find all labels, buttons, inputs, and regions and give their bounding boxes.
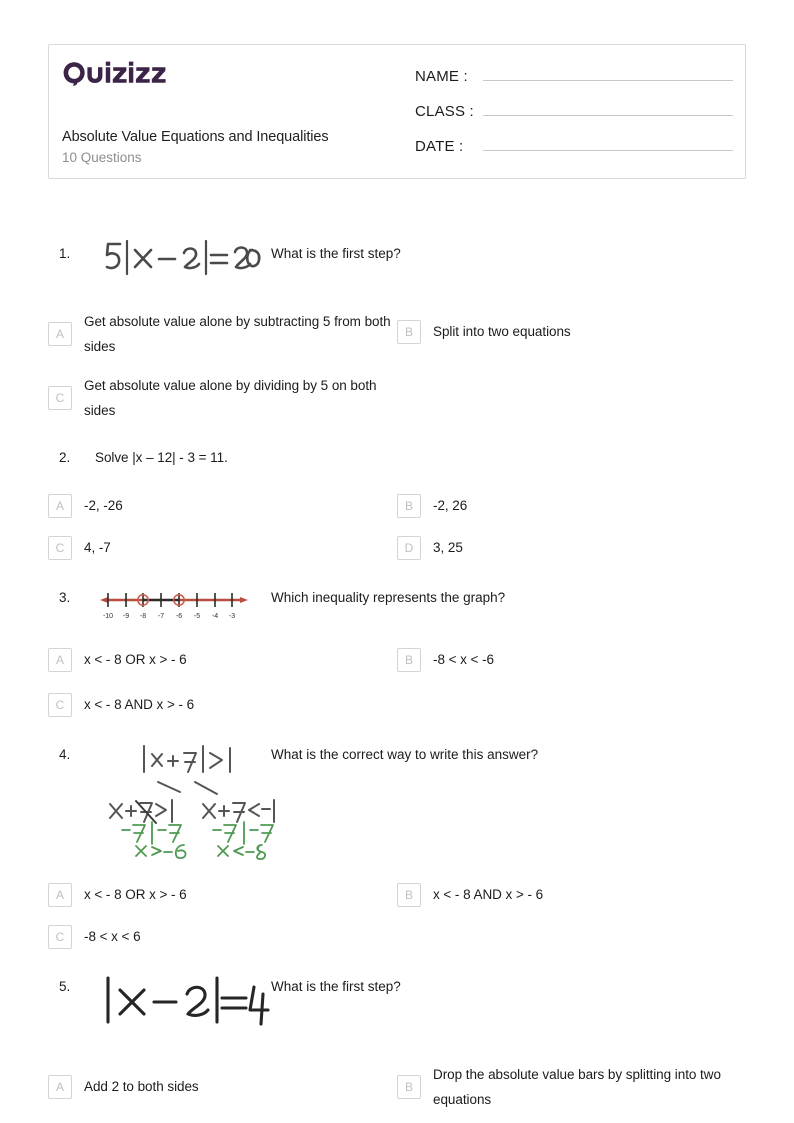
name-field-label: NAME : (415, 68, 468, 85)
option-badge-c: C (48, 386, 72, 410)
question-4-prompt: What is the correct way to write this answer? (271, 747, 539, 762)
svg-text:-10: -10 (102, 613, 114, 620)
question-3-option-b[interactable] (397, 648, 747, 672)
option-label-b: -8 < x < -6 (433, 652, 494, 667)
name-field-row (415, 62, 733, 97)
option-badge-b: B (397, 1075, 421, 1099)
option-label-a: x < - 8 OR x > - 6 (84, 652, 187, 667)
option-label-b: Split into two equations (433, 324, 571, 339)
question-5-equation-image (100, 970, 270, 1032)
option-badge-a: A (48, 1075, 72, 1099)
svg-text:-7: -7 (157, 613, 165, 620)
option-badge-d: D (397, 536, 421, 560)
question-4-work-image (100, 738, 280, 863)
question-3-prompt: Which inequality represents the graph? (271, 590, 506, 605)
option-badge-b: B (397, 883, 421, 907)
option-label-b: Drop the absolute value bars by splitting into two equations (433, 1067, 721, 1107)
option-badge-c: C (48, 693, 72, 717)
svg-text:-3: -3 (228, 613, 236, 620)
date-field-row (415, 132, 733, 167)
option-badge-b: B (397, 648, 421, 672)
option-label-c: x < - 8 AND x > - 6 (84, 697, 195, 712)
option-badge-b: B (397, 320, 421, 344)
date-field-label: DATE : (415, 138, 464, 155)
option-label-b: x < - 8 AND x > - 6 (433, 887, 544, 902)
option-badge-a: A (48, 648, 72, 672)
question-4-option-c[interactable] (48, 925, 398, 949)
question-4-number: 4. (59, 747, 71, 762)
question-1-number: 1. (59, 246, 71, 261)
option-badge-c: C (48, 536, 72, 560)
option-label-d: 3, 25 (433, 540, 463, 555)
class-field-row (415, 97, 733, 132)
student-info-fields (415, 62, 733, 167)
name-field-input[interactable] (483, 62, 733, 81)
class-field-input[interactable] (483, 97, 733, 116)
number-line-graph-icon (98, 586, 250, 626)
option-label-a: -2, -26 (84, 498, 123, 513)
question-5-option-a[interactable] (48, 1075, 398, 1099)
question-2-option-d[interactable] (397, 536, 747, 560)
option-label-c: 4, -7 (84, 540, 111, 555)
option-badge-a: A (48, 494, 72, 518)
quizizz-logo (61, 61, 177, 87)
svg-text:-4: -4 (211, 613, 219, 620)
question-3-option-c[interactable] (48, 693, 398, 717)
quiz-title: Absolute Value Equations and Inequalities (62, 129, 329, 145)
question-2-option-b[interactable] (397, 494, 747, 518)
question-4-option-b[interactable] (397, 883, 747, 907)
question-5-option-b[interactable] (397, 1063, 747, 1112)
question-3-option-a[interactable] (48, 648, 398, 672)
option-badge-c: C (48, 925, 72, 949)
question-1-option-c[interactable] (48, 374, 398, 423)
question-1-option-a[interactable] (48, 310, 398, 359)
option-label-a: Get absolute value alone by subtracting 5 from both sides (84, 314, 391, 354)
question-2-option-a[interactable] (48, 494, 398, 518)
option-badge-a: A (48, 883, 72, 907)
handwritten-solution-work (100, 738, 280, 863)
header-left-section (61, 45, 411, 178)
worksheet-header-card (48, 44, 746, 179)
question-3-number-line-image (98, 586, 250, 626)
quiz-question-count: 10 Questions (62, 150, 142, 165)
option-label-c: Get absolute value alone by dividing by 5 on both sides (84, 378, 377, 418)
class-field-label: CLASS : (415, 103, 474, 120)
svg-text:-8: -8 (139, 613, 147, 620)
question-3-number: 3. (59, 590, 71, 605)
question-5-number: 5. (59, 979, 71, 994)
question-2-number: 2. (59, 450, 71, 465)
question-1-equation-image (96, 234, 264, 280)
question-4-option-a[interactable] (48, 883, 398, 907)
option-label-c: -8 < x < 6 (84, 929, 141, 944)
option-label-a: Add 2 to both sides (84, 1079, 199, 1094)
question-1-prompt: What is the first step? (271, 246, 401, 261)
question-1-option-b[interactable] (397, 320, 747, 344)
quizizz-logo-icon (61, 61, 177, 87)
question-2-prompt: Solve |x – 12| - 3 = 11. (95, 450, 228, 465)
svg-text:-5: -5 (193, 613, 201, 620)
date-field-input[interactable] (483, 132, 733, 151)
question-2-option-c[interactable] (48, 536, 398, 560)
question-5-prompt: What is the first step? (271, 979, 401, 994)
svg-text:-9: -9 (122, 613, 130, 620)
option-label-b: -2, 26 (433, 498, 468, 513)
option-badge-b: B (397, 494, 421, 518)
option-badge-a: A (48, 322, 72, 346)
svg-text:-6: -6 (175, 613, 183, 620)
option-label-a: x < - 8 OR x > - 6 (84, 887, 187, 902)
